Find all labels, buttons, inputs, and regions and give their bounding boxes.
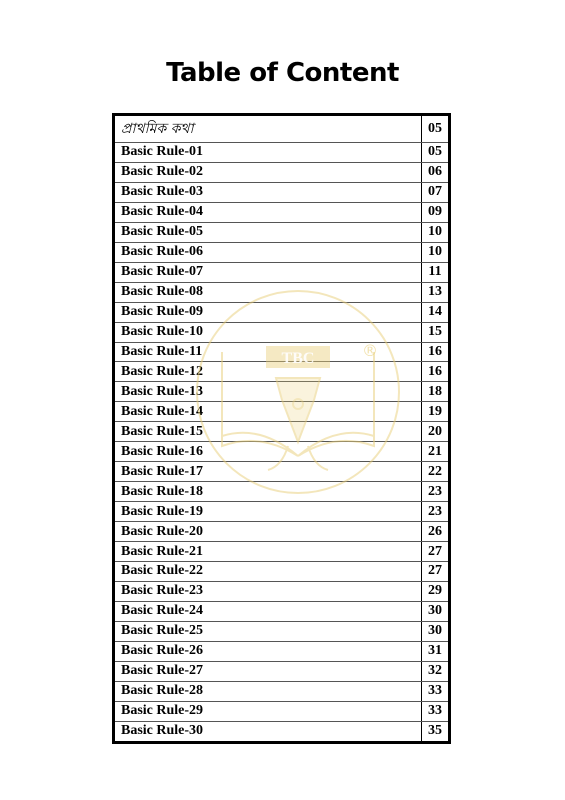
toc-entry-page: 33: [422, 701, 449, 721]
toc-entry-page: 11: [422, 262, 449, 282]
watermark-label: TBC: [281, 350, 315, 367]
toc-entry-page: 14: [422, 302, 449, 322]
toc-row: [115, 562, 448, 582]
toc-entry-page: 21: [422, 442, 449, 462]
toc-row: [115, 581, 448, 601]
toc-row: [115, 182, 448, 202]
toc-entry-page: 09: [422, 202, 449, 222]
toc-entry-page: 23: [422, 482, 449, 502]
toc-entry-label: Basic Rule-03: [115, 182, 422, 202]
toc-table: [115, 116, 448, 741]
toc-row: [115, 162, 448, 182]
toc-row: [115, 116, 448, 143]
toc-entry-page: 32: [422, 661, 449, 681]
toc-entry-label: Basic Rule-11: [115, 342, 422, 362]
toc-entry-label: Basic Rule-14: [115, 402, 422, 422]
toc-entry-page: 16: [422, 342, 449, 362]
toc-entry-page: 16: [422, 362, 449, 382]
toc-row: [115, 542, 448, 562]
toc-row: [115, 502, 448, 522]
toc-entry-page: 06: [422, 162, 449, 182]
toc-entry-label: Basic Rule-13: [115, 382, 422, 402]
toc-entry-label: Basic Rule-27: [115, 661, 422, 681]
toc-entry-page: 05: [422, 116, 449, 143]
toc-row: [115, 402, 448, 422]
toc-row: [115, 661, 448, 681]
toc-entry-page: 13: [422, 282, 449, 302]
toc-entry-label: Basic Rule-30: [121, 723, 204, 739]
toc-row: [115, 242, 448, 262]
toc-entry-page: 33: [422, 681, 449, 701]
toc-row: [115, 601, 448, 621]
toc-entry-page: 15: [422, 322, 449, 342]
toc-entry-page: 18: [422, 382, 449, 402]
toc-entry-page: 35: [422, 721, 449, 741]
toc-entry-label: Basic Rule-04: [115, 202, 422, 222]
toc-entry-page: 19: [422, 402, 449, 422]
toc-row: [115, 262, 448, 282]
toc-row: [115, 482, 448, 502]
toc-entry-page: 22: [422, 462, 449, 482]
toc-entry-label: Basic Rule-09: [115, 302, 422, 322]
toc-row: [115, 681, 448, 701]
toc-entry-page: 05: [422, 143, 449, 163]
toc-row: [115, 641, 448, 661]
toc-row: [115, 282, 448, 302]
toc-row: [115, 362, 448, 382]
toc-entry-label: Basic Rule-02: [115, 162, 422, 182]
page-title: Table of Content: [166, 58, 399, 88]
toc-row: [115, 302, 448, 322]
toc-entry-label: Basic Rule-22: [115, 562, 422, 582]
watermark-registered-mark: ®: [362, 341, 378, 360]
toc-entry-label: Basic Rule-10: [115, 322, 422, 342]
toc-entry-label: Basic Rule-25: [115, 621, 422, 641]
toc-entry-label: Basic Rule-21: [115, 542, 422, 562]
toc-entry-page: 27: [422, 562, 449, 582]
toc-entry-label: Basic Rule-06: [115, 242, 422, 262]
toc-row: [115, 322, 448, 342]
toc-entry-label: Basic Rule-28: [115, 681, 422, 701]
toc-entry-label: Basic Rule-08: [115, 282, 422, 302]
toc-entry-page: 23: [422, 502, 449, 522]
toc-entry-label: Basic Rule-23: [115, 581, 422, 601]
toc-entry-page: 27: [422, 542, 449, 562]
toc-entry-page: 10: [422, 222, 449, 242]
toc-entry-label: Basic Rule-15: [115, 422, 422, 442]
toc-entry-label: Basic Rule-07: [115, 262, 422, 282]
toc-entry-page: 30: [422, 621, 449, 641]
toc-row: [115, 222, 448, 242]
toc-entry-page: 07: [422, 182, 449, 202]
toc-entry-label: Basic Rule-12: [115, 362, 422, 382]
toc-entry-label: Basic Rule-01: [115, 143, 422, 163]
toc-entry-label: Basic Rule-05: [115, 222, 422, 242]
toc-row: [115, 522, 448, 542]
toc-entry-label: Basic Rule-17: [115, 462, 422, 482]
toc-entry-page: 10: [422, 242, 449, 262]
toc-row: [115, 422, 448, 442]
toc-entry-label: Basic Rule-24: [115, 601, 422, 621]
toc-row: [115, 721, 448, 741]
table-of-contents: [112, 113, 451, 744]
toc-row: [115, 442, 448, 462]
toc-row: [115, 342, 448, 362]
toc-row: [115, 382, 448, 402]
toc-entry-page: 20: [422, 422, 449, 442]
toc-entry-page: 29: [422, 581, 449, 601]
toc-entry-label: Basic Rule-29: [115, 701, 422, 721]
toc-entry-page: 26: [422, 522, 449, 542]
toc-body: [115, 116, 448, 741]
toc-entry-page: 31: [422, 641, 449, 661]
toc-entry-label: Basic Rule-26: [115, 641, 422, 661]
toc-entry-label: Basic Rule-19: [115, 502, 422, 522]
toc-row: [115, 462, 448, 482]
toc-row: [115, 143, 448, 163]
toc-entry-page: 30: [422, 601, 449, 621]
toc-row: [115, 202, 448, 222]
toc-entry-label: Basic Rule-18: [115, 482, 422, 502]
toc-entry-label: প্রাথমিক কথা: [115, 116, 422, 143]
toc-entry-label: Basic Rule-20: [115, 522, 422, 542]
toc-row: [115, 621, 448, 641]
toc-entry-label: Basic Rule-16: [115, 442, 422, 462]
toc-row: [115, 701, 448, 721]
